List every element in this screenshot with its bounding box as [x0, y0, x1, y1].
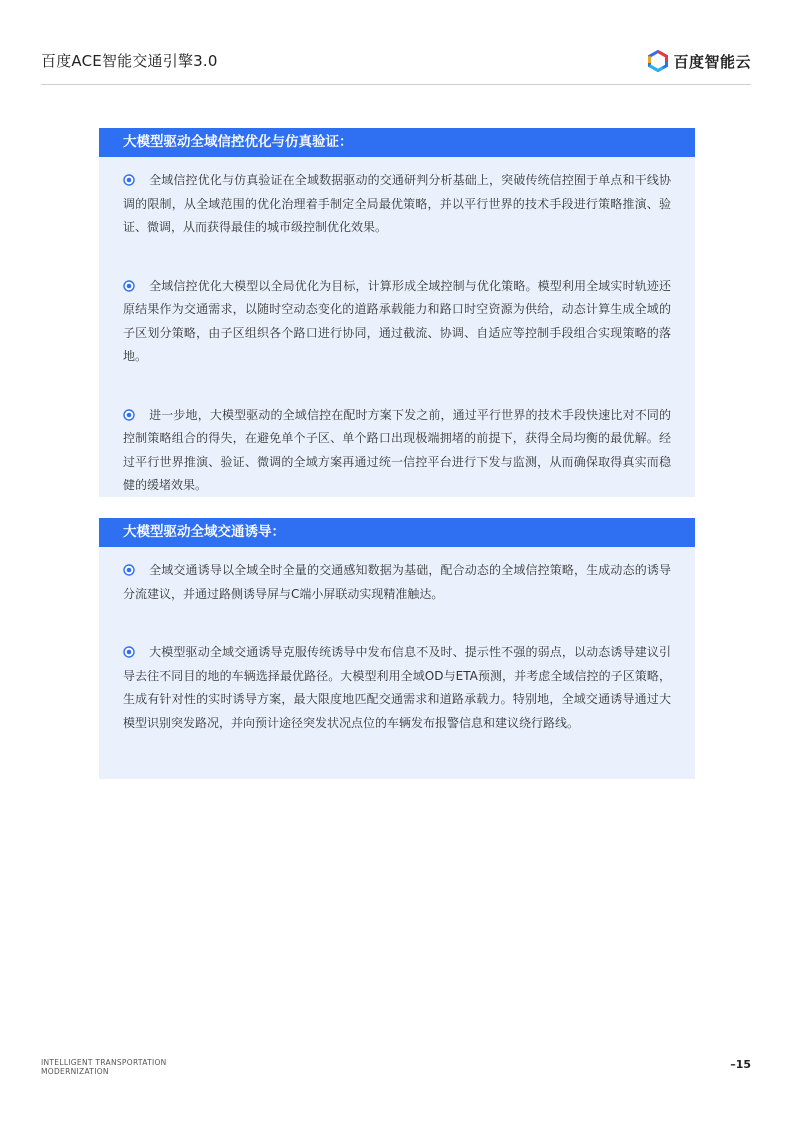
footer-line: MODERNIZATION [41, 1067, 109, 1076]
bullet-target-icon [123, 564, 135, 576]
paragraph: 全域交通诱导以全域全时全量的交通感知数据为基础，配合动态的全域信控策略，生成动态的诱导分流建议，并通过路侧诱导屏与C端小屏联动实现精准触达。 [123, 563, 671, 601]
paragraph: 全域信控优化与仿真验证在全域数据驱动的交通研判分析基础上，突破传统信控囿于单点和干线协调的限制，从全域范围的优化治理着手制定全局最优策略，并以平行世界的技术手段进行策略推演、验证、微调，从而获得最佳的城市级控制优化效果。 [123, 173, 671, 234]
bullet-target-icon [123, 409, 135, 421]
section-traffic-guidance [99, 518, 695, 779]
baidu-cloud-hexagon-icon [647, 50, 669, 72]
logo-text: 百度智能云 [673, 52, 751, 71]
bullet-target-icon [123, 174, 135, 186]
baidu-cloud-logo [647, 48, 751, 74]
paragraph: 大模型驱动全域交通诱导克服传统诱导中发布信息不及时、提示性不强的弱点，以动态诱导建议引导去往不同目的地的车辆选择最优路径。大模型利用全域OD与ETA预测，并考虑全域信控的子区策略，生成有针对性的实时诱导方案，最大限度地匹配交通需求和道路承载力。特别地，全域交通诱导通过大模型识别突发路况，并向预计途径突发状况点位的车辆发布报警信息和建议绕行路线。 [123, 645, 671, 730]
section-signal-control [99, 128, 695, 497]
footer-tagline [41, 1058, 167, 1076]
page-header [41, 44, 751, 85]
footer-line: INTELLIGENT TRANSPORTATION [41, 1058, 167, 1067]
section-title: 大模型驱动全域交通诱导： [99, 518, 695, 547]
section-title: 大模型驱动全域信控优化与仿真验证： [99, 128, 695, 157]
bullet-target-icon [123, 280, 135, 292]
bullet-target-icon [123, 646, 135, 658]
document-title: 百度ACE智能交通引擎3.0 [41, 52, 218, 70]
page-number: –15 [730, 1058, 751, 1071]
paragraph: 全域信控优化大模型以全局优化为目标，计算形成全域控制与优化策略。模型利用全域实时轨迹还原结果作为交通需求，以随时空动态变化的道路承载能力和路口时空资源为供给，动态计算生成全域的子区划分策略，由子区组织各个路口进行协同，通过截流、协调、自适应等控制手段组合实现策略的落地。 [123, 278, 671, 363]
paragraph: 进一步地，大模型驱动的全域信控在配时方案下发之前，通过平行世界的技术手段快速比对不同的控制策略组合的得失，在避免单个子区、单个路口出现极端拥堵的前提下，获得全局均衡的最优解。经过平行世界推演、验证、微调的全域方案再通过统一信控平台进行下发与监测，从而确保取得真实而稳健的缓堵效果。 [123, 407, 671, 492]
